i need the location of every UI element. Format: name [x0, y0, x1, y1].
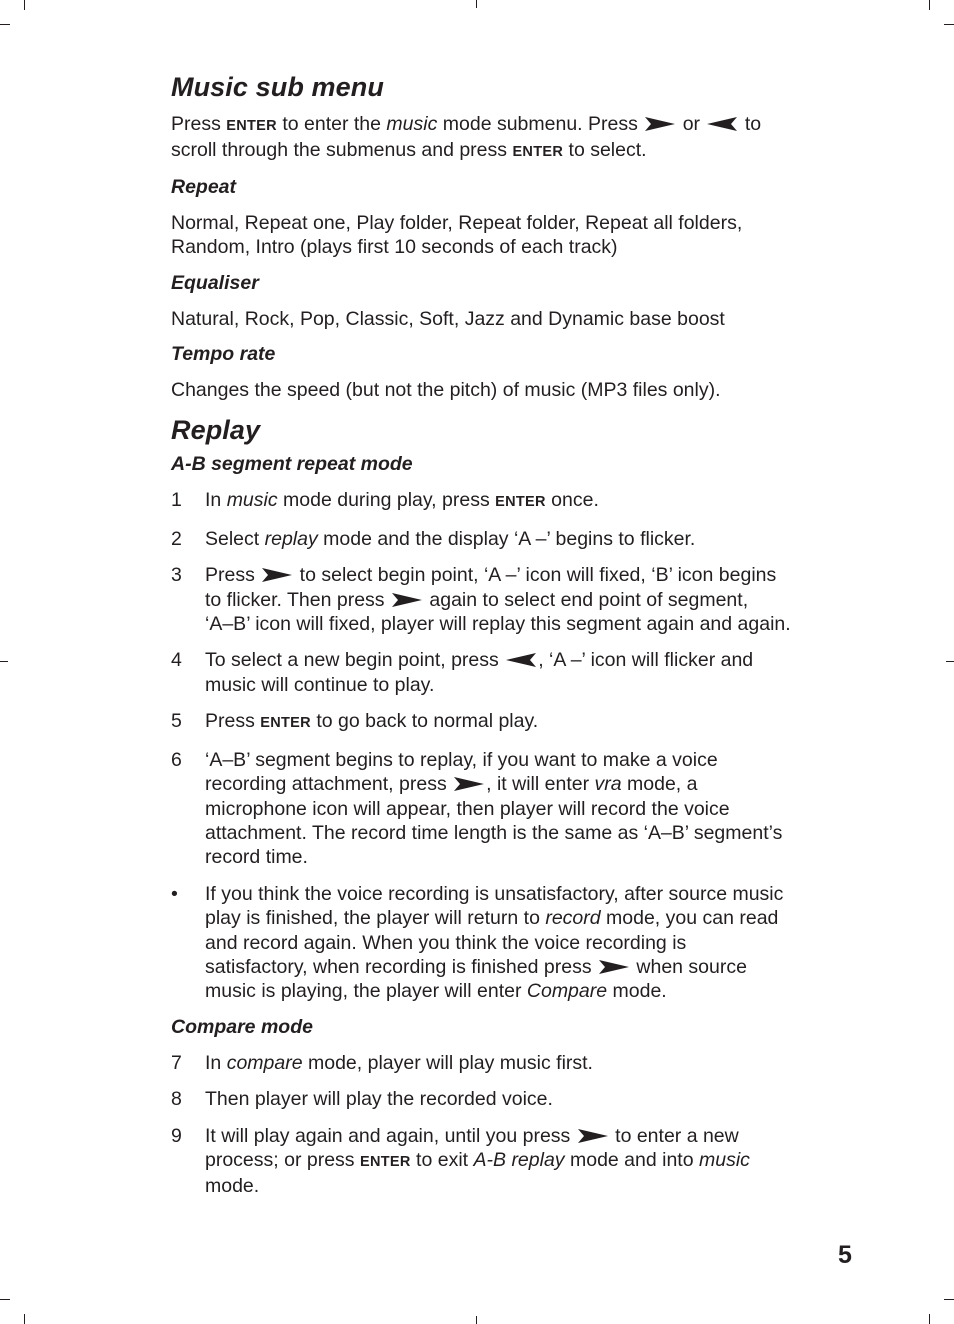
list-item	[171, 648, 861, 697]
text: ‘A–B’ segment begins to replay, if you want to make a voice	[205, 748, 718, 771]
text: to	[739, 113, 762, 135]
text: replay	[264, 527, 318, 550]
subheading-tempo-rate: Tempo rate	[171, 343, 276, 366]
text: to go back to normal play.	[310, 710, 539, 733]
left-arrow-icon	[707, 117, 737, 131]
crop-mark	[476, 0, 477, 8]
enter-key: ENTER	[495, 494, 546, 511]
repeat-text	[171, 211, 861, 260]
list-item	[171, 748, 861, 870]
subheading-equaliser: Equaliser	[171, 271, 259, 294]
text: attachment. The record time length is the same as ‘A–B’ segment’s	[205, 821, 783, 844]
list-item	[171, 563, 861, 636]
list-item	[171, 527, 861, 551]
enter-key: ENTER	[260, 715, 311, 732]
text: mode and the display ‘A –’ begins to flicker.	[317, 527, 696, 550]
text: once.	[545, 489, 599, 512]
section-title-music-sub-menu: Music sub menu	[171, 72, 384, 102]
crop-mark	[0, 661, 8, 662]
crop-mark	[944, 1299, 954, 1300]
text: mode, a	[621, 773, 698, 796]
crop-mark	[946, 661, 954, 662]
text: , it will enter	[486, 773, 595, 796]
text: to flicker. Then press	[205, 588, 390, 611]
step-number: 9	[171, 1124, 182, 1147]
text: Press	[171, 113, 227, 135]
text: In	[205, 489, 227, 512]
text: To select a new begin point, press	[205, 649, 505, 672]
step-number: 5	[171, 710, 182, 733]
subheading-repeat: Repeat	[171, 175, 237, 198]
replay-steps	[171, 488, 861, 1003]
step-number: 1	[171, 489, 182, 512]
list-item	[171, 709, 861, 735]
step-text	[205, 563, 861, 636]
tempo-text: Changes the speed (but not the pitch) of music (MP3 files only).	[171, 379, 721, 402]
text: mode, player will play music first.	[302, 1051, 593, 1074]
text: If you think the voice recording is unsatisfactory, after source music	[205, 882, 784, 905]
enter-key: ENTER	[512, 144, 564, 161]
text: play is finished, the player will return to	[205, 907, 546, 930]
step-text	[205, 527, 861, 551]
step-number: 8	[171, 1088, 182, 1111]
text: music	[226, 489, 278, 512]
crop-mark	[0, 1299, 10, 1300]
text: , ‘A –’ icon will flicker and	[538, 649, 754, 672]
list-item	[171, 1087, 861, 1111]
text: to select begin point, ‘A –’ icon will fixed, ‘B’ icon begins	[294, 564, 777, 587]
step-text	[205, 1124, 861, 1199]
list-item	[171, 1124, 861, 1199]
step-number: 2	[171, 527, 182, 550]
text: to enter a new	[609, 1124, 739, 1147]
bullet-mark: •	[171, 882, 178, 905]
list-item	[171, 488, 861, 514]
step-number: 7	[171, 1051, 182, 1074]
text: music	[699, 1148, 750, 1171]
step-text	[205, 488, 861, 514]
text: microphone icon will appear, then player will record the voice	[205, 797, 730, 820]
step-text: Then player will play the recorded voice.	[205, 1088, 553, 1111]
enter-key: ENTER	[226, 118, 277, 134]
step-text	[205, 748, 861, 870]
text: Random, Intro (plays first 10 seconds of each track)	[171, 236, 618, 259]
text: satisfactory, when recording is finished press	[205, 955, 597, 978]
enter-key: ENTER	[359, 1153, 411, 1170]
step-text	[205, 648, 861, 697]
equaliser-text: Natural, Rock, Pop, Classic, Soft, Jazz and Dynamic base boost	[171, 307, 725, 330]
crop-mark	[944, 24, 954, 25]
section-title-replay: Replay	[171, 415, 261, 446]
text: scroll through the submenus and press	[171, 139, 513, 162]
text: Press	[205, 710, 261, 733]
text: A-B replay	[473, 1148, 565, 1171]
text: music will continue to play.	[205, 673, 435, 696]
page-number: 5	[838, 1241, 852, 1269]
subheading-compare-mode: Compare mode	[171, 1015, 313, 1038]
text: In	[205, 1051, 227, 1074]
text: to exit	[410, 1148, 474, 1171]
right-arrow-icon	[645, 117, 675, 131]
right-arrow-icon	[392, 593, 422, 607]
step-number: 4	[171, 649, 182, 672]
text: music	[386, 113, 438, 135]
text: process; or press	[205, 1148, 360, 1171]
right-arrow-icon	[578, 1129, 608, 1143]
text: Normal, Repeat one, Play folder, Repeat folder, Repeat all folders,	[171, 211, 743, 234]
intro-paragraph	[171, 112, 861, 165]
right-arrow-icon	[454, 777, 484, 791]
text: vra	[594, 773, 622, 796]
crop-mark	[24, 0, 25, 10]
text: again to select end point of segment,	[423, 588, 749, 611]
text: to select.	[563, 139, 647, 162]
text: mode.	[205, 1175, 260, 1198]
text: mode, you can read	[600, 907, 779, 930]
step-text	[205, 709, 861, 735]
text: It will play again and again, until you press	[205, 1124, 576, 1147]
left-arrow-icon	[506, 653, 536, 667]
text: and record again. When you think the voice recording is	[205, 931, 687, 954]
crop-mark	[929, 0, 930, 10]
text: or	[677, 113, 706, 135]
bullet-text	[205, 882, 861, 1004]
text: music is playing, the player will enter	[205, 980, 527, 1003]
text: recording attachment, press	[205, 773, 453, 796]
text: mode during play, press	[277, 489, 496, 512]
text: compare	[226, 1051, 303, 1074]
right-arrow-icon	[599, 960, 629, 974]
crop-mark	[929, 1314, 930, 1324]
page-content	[171, 70, 861, 1199]
step-number: 6	[171, 748, 182, 771]
crop-mark	[0, 24, 10, 25]
text: Press	[205, 564, 261, 587]
list-item	[171, 1051, 861, 1075]
text: mode and into	[564, 1148, 699, 1171]
right-arrow-icon	[262, 568, 292, 582]
crop-mark	[476, 1316, 477, 1324]
step-number: 3	[171, 564, 182, 587]
text: to enter the	[276, 113, 387, 135]
text: Select	[205, 527, 265, 550]
text: mode submenu. Press	[437, 113, 644, 135]
text: record time.	[205, 846, 308, 869]
text: when source	[630, 955, 747, 978]
compare-steps	[171, 1051, 861, 1199]
text: record	[545, 907, 601, 930]
text: mode.	[607, 980, 667, 1003]
crop-mark	[24, 1314, 25, 1324]
list-item	[171, 882, 861, 1004]
step-text	[205, 1051, 861, 1075]
subheading-ab-segment: A-B segment repeat mode	[171, 453, 413, 476]
text: Compare	[526, 980, 608, 1003]
text: ‘A–B’ icon will fixed, player will replay this segment again and again.	[205, 613, 791, 636]
